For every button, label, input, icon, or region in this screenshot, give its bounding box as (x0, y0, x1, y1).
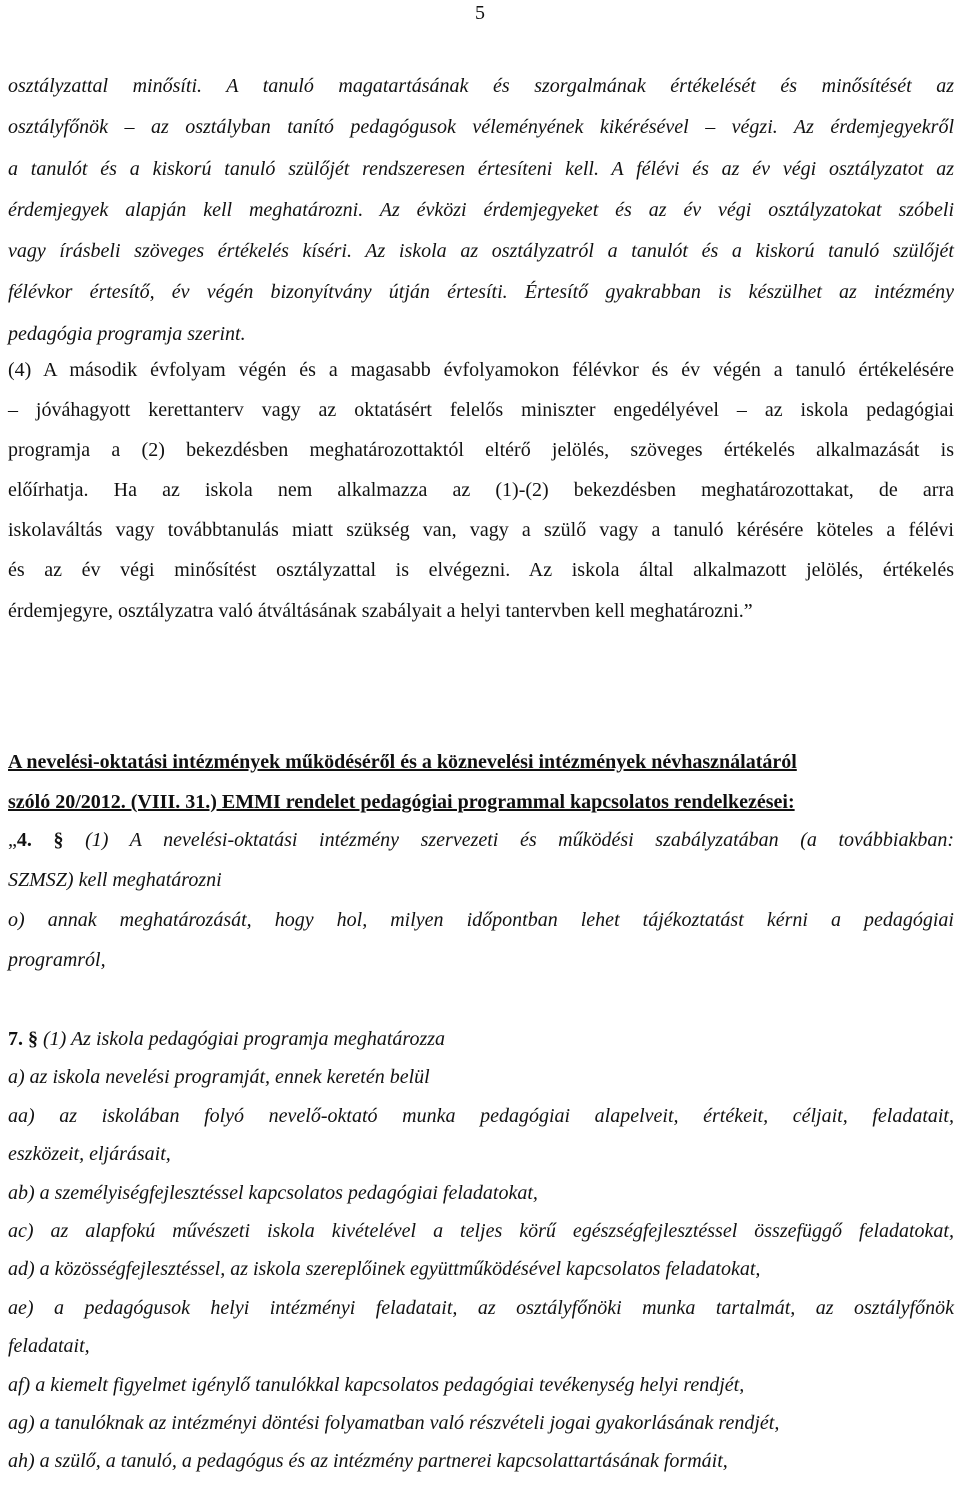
text-line: SZMSZ) kell meghatározni (8, 869, 222, 891)
text-line: iskolaváltás vagy továbbtanulás miatt szükség van, vagy a szülő vagy a tanuló kérésére köteles a félévi (8, 519, 954, 542)
text-line: érdemjegyre, osztályzatra való átváltásának szabályait a helyi tantervben kell meghatározni.” (8, 599, 753, 622)
text-line: feladatait, (8, 1335, 90, 1358)
text-line: eszközeit, eljárásait, (8, 1143, 171, 1166)
text-line: ac) az alapfokú művészeti iskola kivételével a teljes körű egészségfejlesztéssel összefüggő feladatokat, (8, 1220, 954, 1243)
text-line: (4) A második évfolyam végén és a magasabb évfolyamokon félévkor és év végén a tanuló értékelésére (8, 359, 954, 381)
text-line: a tanulót és a kiskorú tanuló szülőjét rendszeresen értesíteni kell. A félévi és az év végi osztályzatot az (8, 157, 954, 180)
paragraph-grading-rules (8, 66, 954, 355)
text-line: osztályfőnök – az osztályban tanító pedagógusok véleményének kikérésével – végzi. Az érdemjegyekről (8, 116, 954, 139)
text-segment: (1) A nevelési-oktatási intézmény szervezeti és működési szabályzatában (a továbbiakban: (85, 829, 955, 851)
open-quote: „ (8, 829, 17, 851)
section-4 (8, 820, 954, 980)
text-line: vagy írásbeli szöveges értékelés kíséri. Az iskola az osztályzatról a tanulót és a kiskorú tanuló szülőjét (8, 240, 954, 263)
text-line: programról, (8, 949, 106, 971)
text-segment: (1) Az iskola pedagógiai programja meghatározza (43, 1028, 446, 1050)
text-line: osztályzattal minősíti. A tanuló magatartásának és szorgalmának értékelését és minősítését az (8, 75, 954, 97)
text-line: a) az iskola nevelési programját, ennek keretén belül (8, 1066, 430, 1089)
page-number: 5 (475, 2, 485, 24)
text-line: ag) a tanulóknak az intézményi döntési folyamatban való részvételi jogai gyakorlásának rendjét, (8, 1412, 780, 1435)
text-line: programja a (2) bekezdésben meghatározottaktól eltérő jelölés, szöveges értékelés alkalmazását is (8, 439, 954, 462)
text-line: pedagógia programja szerint. (8, 322, 246, 345)
text-line: – jóváhagyott kerettanterv vagy az oktatásért felelős miniszter engedélyével – az iskola pedagógiai (8, 399, 954, 422)
text-line: o) annak meghatározását, hogy hol, milyen időpontban lehet tájékoztatást kérni a pedagógiai (8, 909, 954, 931)
section-heading: A nevelési-oktatási intézmények működéséről és a köznevelési intézmények névhasználatáról (8, 751, 797, 773)
text-line: ae) a pedagógusok helyi intézményi feladatait, az osztályfőnöki munka tartalmát, az osztályfőnök (8, 1296, 954, 1319)
text-line: érdemjegyek alapján kell meghatározni. Az évközi érdemjegyeket és az év végi osztályzatokat szóbeli (8, 198, 954, 221)
section-heading: szóló 20/2012. (VIII. 31.) EMMI rendelet pedagógiai programmal kapcsolatos rendelkezései: (8, 791, 795, 813)
text-line: előírhatja. Ha az iskola nem alkalmazza az (1)-(2) bekezdésben meghatározottakat, de arra (8, 479, 954, 502)
section-number: 4. § (16, 829, 64, 851)
text-line: aa) az iskolában folyó nevelő-oktató munka pedagógiai alapelveit, értékeit, céljait, feladatait, (8, 1104, 954, 1127)
text-line (8, 820, 954, 860)
text-line: félévkor értesítő, év végén bizonyítvány útján értesíti. Értesítő gyakrabban is készülhet az intézmény (8, 281, 954, 304)
paragraph-4 (8, 350, 954, 631)
section-number: 7. § (8, 1028, 38, 1050)
text-line: ad) a közösségfejlesztéssel, az iskola szereplőinek együttműködésével kapcsolatos feladatokat, (8, 1258, 761, 1281)
text-line: ab) a személyiségfejlesztéssel kapcsolatos pedagógiai feladatokat, (8, 1181, 538, 1204)
text-line: és az év végi minősítést osztályzattal is elvégezni. Az iskola által alkalmazott jelölés, értékelés (8, 559, 954, 582)
text-line: ah) a szülő, a tanuló, a pedagógus és az intézmény partnerei kapcsolattartásának formáit, (8, 1450, 728, 1473)
text-line: af) a kiemelt figyelmet igénylő tanulókkal kapcsolatos pedagógiai tevékenység helyi rendjét, (8, 1373, 745, 1396)
text-line (8, 1020, 954, 1058)
section-7 (8, 1020, 954, 1481)
